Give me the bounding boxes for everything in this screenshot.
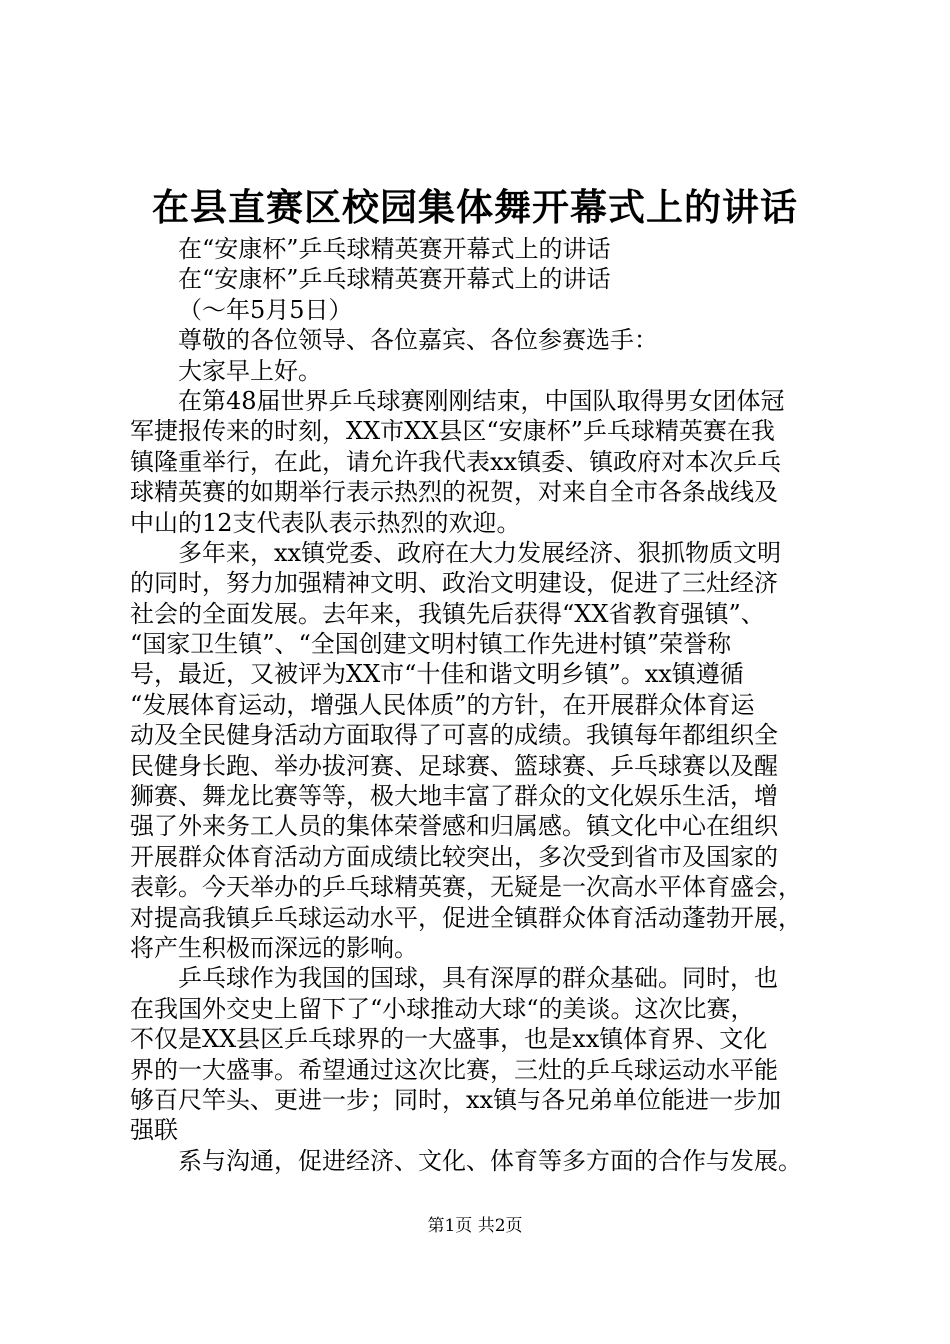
body-line: 尊敬的各位领导、各位嘉宾、各位参赛选手： bbox=[178, 326, 658, 355]
body-line: 在第48届世界乒乓球赛刚刚结束，中国队取得男女团体冠 bbox=[178, 386, 785, 415]
body-line: “发展体育运动，增强人民体质”的方针，在开展群众体育运 bbox=[130, 690, 755, 719]
body-line: 大家早上好。 bbox=[178, 356, 322, 385]
body-line: 动及全民健身活动方面取得了可喜的成绩。我镇每年都组织全 bbox=[130, 721, 778, 750]
body-line: 在“安康杯”乒乓球精英赛开幕式上的讲话 bbox=[178, 265, 611, 294]
body-line: 狮赛、舞龙比赛等等，极大地丰富了群众的文化娱乐生活，增 bbox=[130, 782, 778, 811]
body-line: 系与沟通，促进经济、文化、体育等多方面的合作与发展。 bbox=[178, 1146, 802, 1175]
body-line: 表彰。今天举办的乒乓球精英赛，无疑是一次高水平体育盛会， bbox=[130, 873, 802, 902]
body-line: （～年5月5日） bbox=[178, 295, 353, 324]
body-line: 界的一大盛事。希望通过这次比赛，三灶的乒乓球运动水平能 bbox=[130, 1055, 778, 1084]
page-footer: 第1页 共2页 bbox=[427, 1216, 523, 1236]
document-title: 在县直赛区校园集体舞开幕式上的讲话 bbox=[152, 185, 798, 229]
body-line: 军捷报传来的时刻，XX市XX县区“安康杯”乒乓球精英赛在我 bbox=[130, 417, 775, 446]
body-line: 够百尺竿头、更进一步；同时，xx镇与各兄弟单位能进一步加 bbox=[130, 1085, 782, 1114]
body-line: 多年来，xx镇党委、政府在大力发展经济、狠抓物质文明 bbox=[178, 538, 782, 567]
body-line: 中山的12支代表队表示热烈的欢迎。 bbox=[130, 508, 521, 537]
body-line: 乒乓球作为我国的国球，具有深厚的群众基础。同时，也 bbox=[178, 964, 778, 993]
body-line: 球精英赛的如期举行表示热烈的祝贺，对来自全市各条战线及 bbox=[130, 478, 778, 507]
body-line: 开展群众体育活动方面成绩比较突出，多次受到省市及国家的 bbox=[130, 842, 778, 871]
body-line: 强了外来务工人员的集体荣誉感和归属感。镇文化中心在组织 bbox=[130, 812, 778, 841]
body-line: “国家卫生镇”、“全国创建文明村镇工作先进村镇”荣誉称 bbox=[130, 630, 732, 659]
body-line: 将产生积极而深远的影响。 bbox=[130, 933, 418, 962]
body-line: 号，最近，又被评为XX市“十佳和谐文明乡镇”。xx镇遵循 bbox=[130, 660, 744, 689]
body-line: 对提高我镇乒乓球运动水平，促进全镇群众体育活动蓬勃开展， bbox=[130, 903, 802, 932]
body-line: 民健身长跑、举办拔河赛、足球赛、篮球赛、乒乓球赛以及醒 bbox=[130, 751, 778, 780]
body-line: 在“安康杯”乒乓球精英赛开幕式上的讲话 bbox=[178, 235, 611, 263]
body-line: 社会的全面发展。去年来，我镇先后获得“XX省教育强镇”、 bbox=[130, 599, 765, 628]
document-body bbox=[130, 234, 850, 1176]
body-line: 不仅是XX县区乒乓球界的一大盛事，也是xx镇体育界、文化 bbox=[130, 1025, 768, 1054]
body-line: 在我国外交史上留下了“小球推动大球“的美谈。这次比赛， bbox=[130, 994, 755, 1023]
body-line: 强联 bbox=[130, 1116, 178, 1145]
body-line: 的同时，努力加强精神文明、政治文明建设，促进了三灶经济 bbox=[130, 569, 778, 598]
body-line: 镇隆重举行，在此，请允许我代表xx镇委、镇政府对本次乒乓 bbox=[130, 447, 782, 476]
